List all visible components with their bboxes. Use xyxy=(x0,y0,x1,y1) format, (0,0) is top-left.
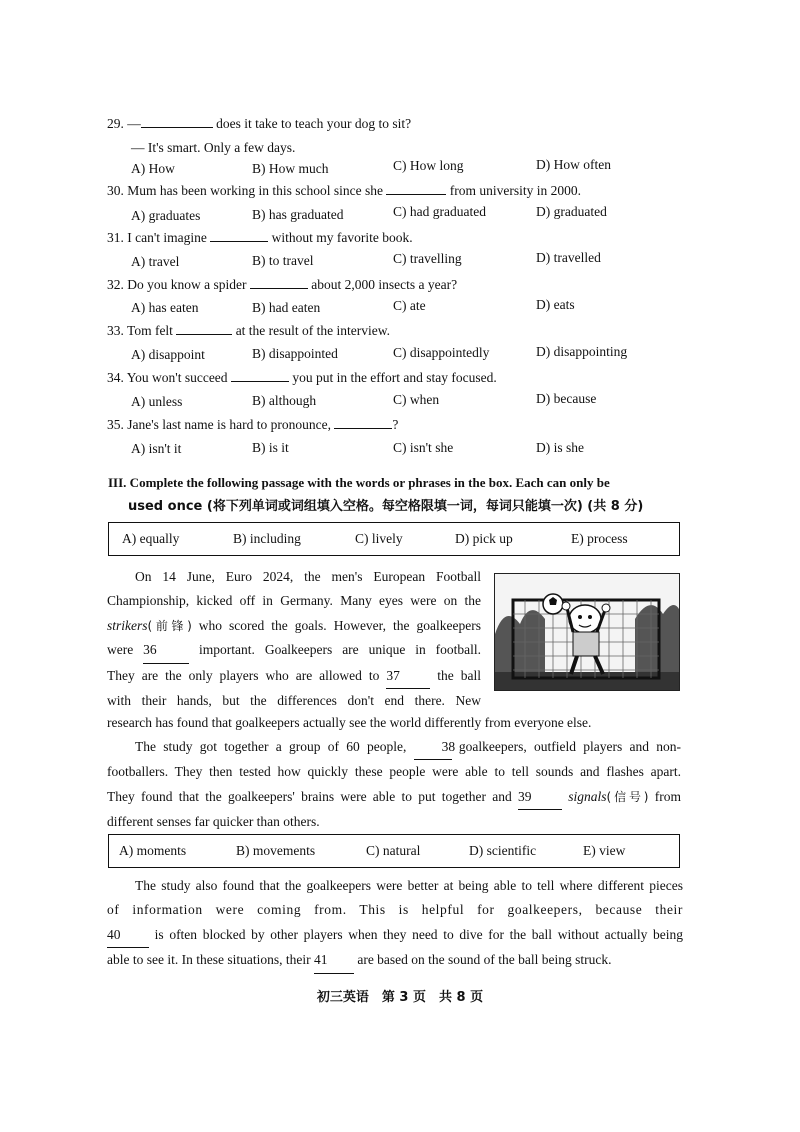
blank-36[interactable]: 36 xyxy=(143,638,189,663)
question-text: Mum has been working in this school since she xyxy=(127,183,383,198)
chinese-gloss: (前锋) xyxy=(147,618,192,633)
question-text: does it take to teach your dog to sit? xyxy=(216,116,412,131)
option-34-b[interactable]: B) although xyxy=(252,393,317,408)
question-text: I can't imagine xyxy=(127,230,207,245)
word-box-2 xyxy=(108,834,680,868)
italic-term: strikers xyxy=(107,617,148,633)
question-text: without my favorite book. xyxy=(271,230,413,245)
word-option[interactable]: D) scientific xyxy=(469,843,537,858)
option-30-c[interactable]: C) had graduated xyxy=(393,204,486,219)
section-instructions: used once (将下列单词或词组填入空格。每空格限填一词，每词只能填一次) (共 8 分) xyxy=(128,499,644,514)
page-footer: 初三英语 第 3 页 共 8 页 xyxy=(316,990,484,1005)
question-text: from university in 2000. xyxy=(449,183,581,198)
word-option[interactable]: B) including xyxy=(233,531,301,546)
option-31-b[interactable]: B) to travel xyxy=(252,253,314,268)
answer-blank[interactable] xyxy=(176,322,232,335)
question-31 xyxy=(107,229,413,247)
word-option[interactable]: C) natural xyxy=(366,843,421,858)
answer-blank[interactable] xyxy=(231,369,289,382)
answer-blank[interactable] xyxy=(386,182,446,195)
question-30 xyxy=(107,182,581,200)
text-line: different senses far quicker than others. xyxy=(107,814,320,830)
word-option[interactable]: B) movements xyxy=(236,843,316,858)
question-34 xyxy=(107,369,497,387)
text-span: They found that the goalkeepers' brains were able to put together and xyxy=(107,788,512,804)
option-33-c[interactable]: C) disappointedly xyxy=(393,345,490,360)
word-option[interactable]: D) pick up xyxy=(455,531,513,546)
goalkeeper-cartoon xyxy=(495,574,679,690)
text-span: from xyxy=(648,788,681,804)
question-text: you put in the effort and stay focused. xyxy=(292,370,497,385)
option-35-c[interactable]: C) isn't she xyxy=(393,440,454,455)
question-text: Do you know a spider xyxy=(127,277,247,292)
question-number: 31. xyxy=(107,230,124,245)
option-31-d[interactable]: D) travelled xyxy=(536,250,601,265)
option-35-b[interactable]: B) is it xyxy=(252,440,289,455)
answer-blank[interactable] xyxy=(250,276,308,289)
question-29-reply xyxy=(131,139,295,157)
section-heading: III. Complete the following passage with the words or phrases in the box. Each can only be xyxy=(108,475,610,490)
option-32-d[interactable]: D) eats xyxy=(536,297,575,312)
question-text: Tom felt xyxy=(127,323,173,338)
word-option[interactable]: A) equally xyxy=(122,531,180,546)
option-35-d[interactable]: D) is she xyxy=(536,440,584,455)
question-number: 33. xyxy=(107,323,124,338)
blank-39[interactable]: 39 xyxy=(518,785,562,810)
text-line xyxy=(107,948,683,973)
question-text: at the result of the interview. xyxy=(235,323,391,338)
word-option[interactable]: E) view xyxy=(583,843,626,858)
option-34-d[interactable]: D) because xyxy=(536,391,597,406)
text-span: They are the only players who are allowed to xyxy=(107,667,380,683)
text-span: able to see it. In these situations, their xyxy=(107,952,311,968)
question-number: 32. xyxy=(107,277,124,292)
word-box-1 xyxy=(108,522,680,556)
answer-blank[interactable] xyxy=(334,416,392,429)
text-line xyxy=(107,785,681,810)
option-32-a[interactable]: A) has eaten xyxy=(131,300,199,315)
chinese-gloss: (信号) xyxy=(606,789,649,804)
text-line: footballers. They then tested how quickly these people were able to tell sounds and flashes apart. xyxy=(107,764,681,780)
option-34-c[interactable]: C) when xyxy=(393,392,440,407)
option-29-a[interactable]: A) How xyxy=(131,161,175,176)
option-30-a[interactable]: A) graduates xyxy=(131,208,201,223)
question-text: about 2,000 insects a year? xyxy=(311,277,458,292)
option-30-b[interactable]: B) has graduated xyxy=(252,207,344,222)
text-line: with their hands, but the differences don't end there. New xyxy=(107,693,481,709)
word-option[interactable]: C) lively xyxy=(355,531,403,546)
option-32-c[interactable]: C) ate xyxy=(393,298,426,313)
option-30-d[interactable]: D) graduated xyxy=(536,204,607,219)
question-32 xyxy=(107,276,457,294)
question-number: 35. xyxy=(107,417,124,432)
option-29-d[interactable]: D) How often xyxy=(536,157,611,172)
blank-38[interactable]: 38 xyxy=(414,735,452,760)
answer-blank[interactable] xyxy=(210,229,268,242)
text-span: the ball xyxy=(437,667,481,683)
text-span: important. Goalkeepers are unique in football. xyxy=(199,642,481,658)
text-line xyxy=(107,664,481,689)
text-line xyxy=(107,638,481,663)
question-29 xyxy=(107,115,411,133)
text-line: Championship, kicked off in Germany. Many eyes were on the xyxy=(107,593,481,609)
question-number: 34. xyxy=(107,370,124,385)
question-number: 30. xyxy=(107,183,124,198)
text-span: goalkeepers, outfield players and non- xyxy=(458,739,682,754)
word-option[interactable]: E) process xyxy=(571,531,628,546)
option-31-c[interactable]: C) travelling xyxy=(393,251,462,266)
text-line xyxy=(107,923,683,948)
blank-41[interactable]: 41 xyxy=(314,948,354,973)
reply-text: — It's smart. Only a few days. xyxy=(131,140,296,155)
passage-paragraph-1 xyxy=(107,565,481,713)
text-span: are based on the sound of the ball being struck. xyxy=(357,952,612,968)
passage-paragraph-3 xyxy=(107,874,683,974)
option-32-b[interactable]: B) had eaten xyxy=(252,300,321,315)
italic-term: signals xyxy=(568,788,607,804)
option-34-a[interactable]: A) unless xyxy=(131,394,183,409)
option-33-b[interactable]: B) disappointed xyxy=(252,346,338,361)
goalkeeper-illustration xyxy=(494,573,680,691)
question-text: Jane's last name is hard to pronounce, xyxy=(127,417,332,432)
blank-37[interactable]: 37 xyxy=(386,664,430,689)
blank-40[interactable]: 40 xyxy=(107,923,149,948)
text-span: who scored the goals. However, the goalkeepers xyxy=(191,617,481,633)
option-31-a[interactable]: A) travel xyxy=(131,254,180,269)
passage-paragraph-1-end xyxy=(107,711,681,735)
passage-paragraph-2 xyxy=(107,735,681,835)
question-number: 29. xyxy=(107,116,124,131)
question-33 xyxy=(107,322,390,340)
text-span: The study got together a group of 60 people, xyxy=(135,739,407,754)
text-span: is often blocked by other players when they need to dive for the ball without actually being xyxy=(154,926,683,942)
word-option[interactable]: A) moments xyxy=(119,843,187,858)
option-29-b[interactable]: B) How much xyxy=(252,161,329,176)
text-line: The study also found that the goalkeepers were better at being able to tell where different pieces xyxy=(135,878,683,893)
option-35-a[interactable]: A) isn't it xyxy=(131,441,182,456)
option-33-a[interactable]: A) disappoint xyxy=(131,347,205,362)
question-35 xyxy=(107,416,398,434)
text-line: research has found that goalkeepers actually see the world differently from everyone else. xyxy=(107,715,592,730)
text-line xyxy=(107,614,481,638)
question-text: You won't succeed xyxy=(126,370,228,385)
option-33-d[interactable]: D) disappointing xyxy=(536,344,628,359)
text-line: On 14 June, Euro 2024, the men's European Football xyxy=(135,569,481,584)
text-line xyxy=(107,735,681,760)
option-29-c[interactable]: C) How long xyxy=(393,158,464,173)
text-line: of information were coming from. This is helpful for goalkeepers, because their xyxy=(107,902,683,918)
dash: — xyxy=(127,116,141,131)
text-span: were xyxy=(107,642,134,658)
answer-blank[interactable] xyxy=(141,115,213,128)
question-mark: ? xyxy=(392,417,399,432)
